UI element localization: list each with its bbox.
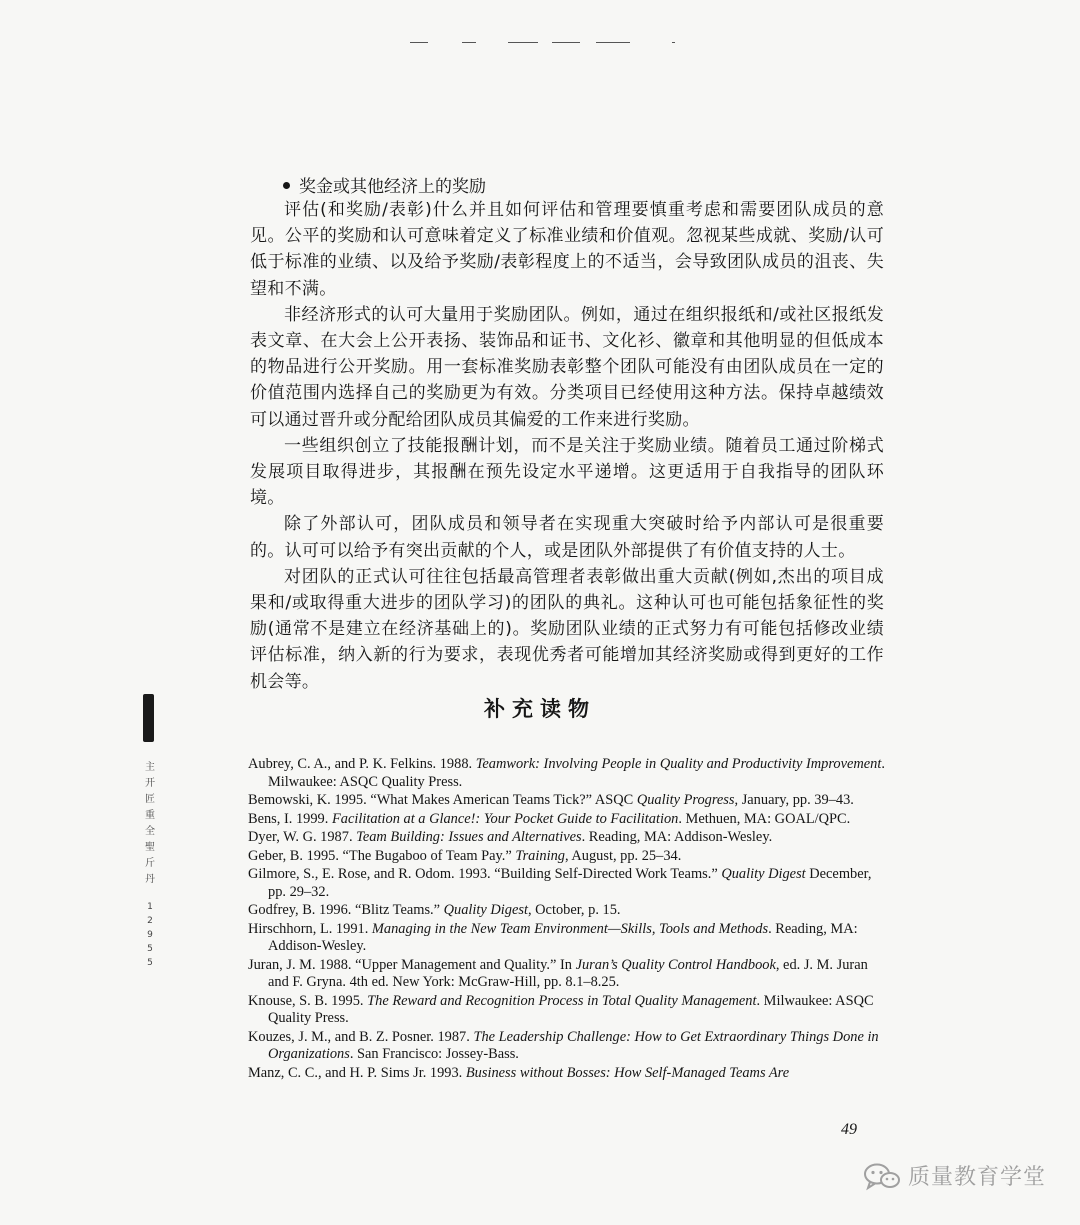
reference-authors: Dyer, W. G. 1987. [248,829,357,845]
reference-list [248,756,888,1083]
reference-title: Facilitation at a Glance!: Your Pocket Guide to Facilitation [331,810,679,827]
reference-title: The Reward and Recognition Process in Total Quality Management [367,992,757,1009]
reference-details: December, pp. 29–32. [268,866,872,900]
reference-details: . San Francisco: Jossey-Bass. [349,1046,519,1062]
reference-title: Business without Bosses: How Self-Managed Teams Are [465,1064,790,1081]
watermark-text: 质量教育学堂 [907,1165,1046,1190]
margin-char: 全 [145,826,155,837]
reference-title: Team Building: Issues and Alternatives [356,829,582,845]
page-number: 49 [841,1121,857,1138]
margin-characters [143,760,157,888]
paragraph: 对团队的正式认可往往包括最高管理者表彰做出重大贡献(例如,杰出的项目成果和/或取得重大进步的团队学习)的团队的典礼。这种认可也可能包括象征性的奖励(通常不是建立在经济基础上的)。奖励团队业绩的正式努力有可能包括修改业绩评估标准，纳入新的行为要求，表现优秀者可能增加其经济奖励或得到更好的工作机会等。 [250,566,884,692]
margin-digits [145,900,155,970]
reference-authors: Manz, C. C., and H. P. Sims Jr. 1993. [248,1064,466,1081]
reference-title: Juran’s Quality Control Handbook [575,956,776,973]
margin-char: 主 [145,762,155,773]
reference-authors: Kouzes, J. M., and B. Z. Posner. 1987. [248,1028,474,1045]
margin-digit: 5 [147,944,153,954]
margin-digit: 9 [147,930,153,940]
bullet-item [283,172,486,197]
section-title: 补充读物 [484,697,596,721]
reference-item [248,993,888,1028]
reference-authors: Aubrey, C. A., and P. K. Felkins. 1988. [248,756,476,772]
margin-char: 丹 [145,874,155,885]
reference-details: . Reading, MA: Addison-Wesley. [581,829,773,845]
reference-item [248,957,888,992]
reference-authors: Bens, I. 1999. [248,810,332,827]
margin-char: 重 [145,810,155,821]
margin-binding-mark [143,694,154,742]
reference-authors: Gilmore, S., E. Rose, and R. Odom. 1993. “Building Self-Directed Work Teams.” [248,866,722,882]
reference-authors: Knouse, S. B. 1995. [248,992,368,1009]
paragraph: 除了外部认可，团队成员和领导者在实现重大突破时给予内部认可是很重要的。认可可以给予有突出贡献的个人，或是团队外部提供了有价值支持的人士。 [250,514,884,561]
wechat-icon [862,1161,902,1191]
reference-item [248,848,888,866]
reference-item [248,902,888,920]
margin-char: 匠 [145,794,155,805]
reference-authors: Godfrey, B. 1996. “Blitz Teams.” [248,902,444,918]
reference-title: Training [515,847,565,864]
reference-item [248,792,888,810]
paragraph: 一些组织创立了技能报酬计划，而不是关注于奖励业绩。随着员工通过阶梯式发展项目取得进步，其报酬在预先设定水平递增。这更适用于自我指导的团队环境。 [250,435,884,509]
reference-title: The Leadership Challenge: How to Get Extraordinary Things Done in Organizations [268,1028,879,1062]
reference-item [248,756,888,791]
bullet-dot-icon [283,182,290,189]
reference-details: , October, p. 15. [527,902,621,918]
margin-digit: 1 [147,902,153,912]
watermark [862,1160,1046,1191]
reference-title: Teamwork: Involving People in Quality and Productivity Improvement [475,756,882,772]
reference-title: Quality Progress [636,792,735,808]
paragraph: 非经济形式的认可大量用于奖励团队。例如，通过在组织报纸和/或社区报纸发表文章、在大会上公开表扬、装饰品和证书、文化衫、徽章和其他明显的但低成本的物品进行公开奖励。用一套标准奖励表彰整个团队可能没有由团队成员在一定的价值范围内选择自己的奖励更为有效。分类项目已经使用这种方法。保持卓越绩效可以通过晋升或分配给团队成员其偏爱的工作来进行奖励。 [250,304,884,430]
reference-details: , August, pp. 25–34. [564,847,682,864]
reference-details: . Reading, MA: Addison-Wesley. [268,920,858,954]
reference-details: , ed. J. M. Juran and F. Gryna. 4th ed. New York: McGraw-Hill, pp. 8.1–8.25. [268,956,868,990]
reference-authors: Juran, J. M. 1988. “Upper Management and Quality.” In [248,956,576,973]
body-text [250,197,884,695]
reference-authors: Geber, B. 1995. “The Bugaboo of Team Pay.” [248,847,516,864]
reference-authors: Bemowski, K. 1995. “What Makes American Teams Tick?” ASQC [248,792,637,808]
margin-char: 开 [145,778,155,789]
reference-item [248,1065,888,1083]
margin-digit: 2 [147,916,153,926]
reference-details: . Methuen, MA: GOAL/QPC. [678,810,851,827]
reference-item [248,921,888,956]
reference-item [248,866,888,901]
margin-digit: 5 [147,958,153,968]
reference-title: Managing in the New Team Environment—Skills, Tools and Methods [371,920,769,937]
margin-char: 聖 [145,842,155,853]
reference-details: , January, pp. 39–43. [734,792,854,808]
reference-item [248,1029,888,1064]
margin-char: 斤 [145,858,155,869]
reference-item [248,811,888,829]
header-rules [410,42,680,46]
reference-title: Quality Digest [721,866,806,882]
reference-details: . Milwaukee: ASQC Quality Press. [268,756,885,790]
bullet-item-text: 奖金或其他经济上的奖励 [299,177,486,197]
reference-details: . Milwaukee: ASQC Quality Press. [268,992,874,1026]
reference-authors: Hirschhorn, L. 1991. [248,920,372,937]
reference-item [248,829,888,847]
paragraph: 评估(和奖励/表彰)什么并且如何评估和管理要慎重考虑和需要团队成员的意见。公平的奖励和认可意味着定义了标准业绩和价值观。忽视某些成就、奖励/认可低于标准的业绩、以及给予奖励/表彰程度上的不适当，会导致团队成员的沮丧、失望和不满。 [250,200,884,299]
reference-title: Quality Digest [443,902,528,918]
